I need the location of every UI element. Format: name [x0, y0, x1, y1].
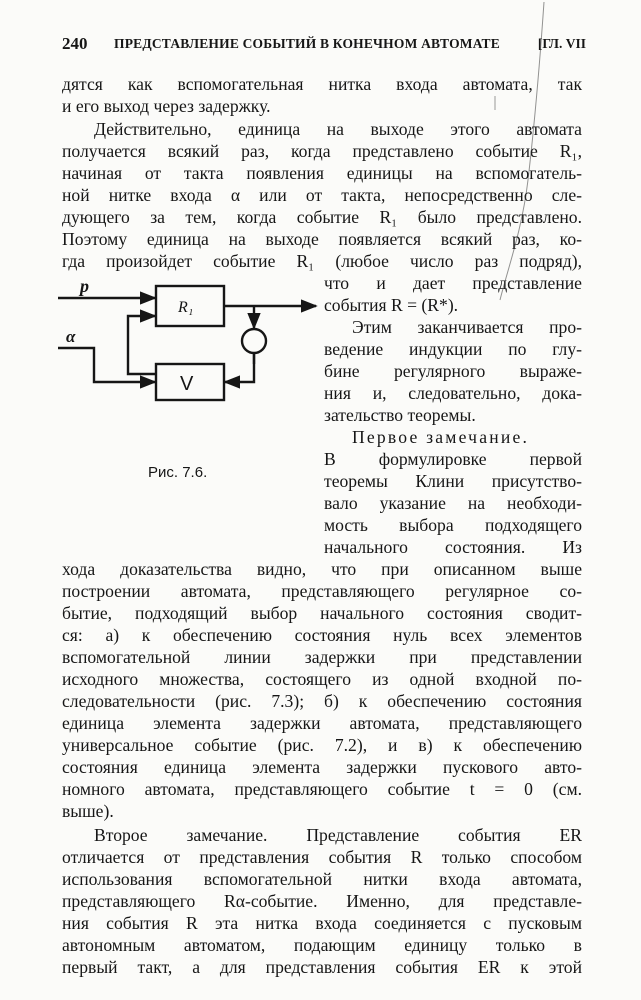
- text-line: В формулировке первой: [324, 449, 582, 469]
- delay-to-or-line: [225, 354, 254, 382]
- text-line: ной нитке входа α или от такта, непосредственно сле-: [62, 185, 582, 205]
- text-line: исходного множества, состоящего из одной входной по-: [62, 669, 582, 689]
- remark-heading: Первое замечание.: [352, 427, 530, 447]
- text-line: начиная от такта появления единицы на вспомогатель-: [62, 163, 582, 183]
- p-label: p: [80, 276, 89, 296]
- delay-circle: [242, 329, 266, 353]
- figure-7-6-diagram: [58, 272, 324, 450]
- text-line: построении автомата, представляющего регулярное со-: [62, 581, 582, 601]
- page-number: 240: [62, 34, 88, 53]
- text-line: представляющего Rα-событие. Именно, для представле-: [62, 891, 582, 911]
- text-line: использования вспомогательной нитки входа автомата,: [62, 869, 582, 889]
- text-line: номного автомата, представляющего событие t = 0 (см.: [62, 779, 582, 799]
- text-line: что и дает представление: [324, 273, 582, 293]
- text-line: Второе замечание. Представление события ER: [94, 825, 582, 845]
- text-line: автономным автоматом, подающим единицу только в: [62, 935, 582, 955]
- text-line: зательство теоремы.: [324, 405, 476, 425]
- alpha-input-line: [58, 348, 155, 382]
- text-line: универсальное событие (рис. 7.2), и в) к обеспечению: [62, 735, 582, 755]
- text-line: дующего за тем, когда событие R₁ было представлено.: [62, 207, 582, 227]
- text-line: Действительно, единица на выходе этого автомата: [94, 119, 582, 139]
- or-feedback-line: [128, 316, 156, 374]
- text-line: единица элемента задержки автомата, представляющего: [62, 713, 582, 733]
- text-line: начального состояния. Из: [324, 537, 582, 557]
- output-return-line: [226, 306, 298, 420]
- text-line: следовательности (рис. 7.3); б) к обеспечению состояния: [62, 691, 582, 711]
- or-label: V: [180, 373, 194, 395]
- text-line: гда произойдет событие R₁ (любое число раз подряд),: [62, 251, 582, 271]
- text-line: события R = (R*).: [324, 295, 459, 315]
- text-line: выше).: [62, 801, 114, 821]
- text-line: состояния единица элемента задержки пускового авто-: [62, 757, 582, 777]
- text-line: и его выход через задержку.: [62, 96, 271, 116]
- text-line: бине регулярного выраже-: [324, 361, 582, 381]
- alpha-label: α: [66, 327, 76, 346]
- running-title: ПРЕДСТАВЛЕНИЕ СОБЫТИЙ В КОНЕЧНОМ АВТОМАТЕ: [114, 36, 500, 51]
- text-line: ния и, следовательно, дока-: [324, 383, 582, 403]
- figure-caption: Рис. 7.6.: [148, 464, 208, 481]
- text-line: дятся как вспомогательная нитка входа автомата, так: [62, 74, 582, 94]
- running-header: [62, 34, 586, 58]
- text-line: мость выбора подходящего: [324, 515, 582, 535]
- text-line: теоремы Клини присутство-: [324, 471, 582, 491]
- text-line: хода доказательства видно, что при описанном выше: [62, 559, 582, 579]
- text-line: вспомогательной линии задержки при представлении: [62, 647, 582, 667]
- r1-label: R₁: [178, 299, 194, 316]
- text-line: ведение индукции по глу-: [324, 339, 582, 359]
- text-line: вало указание на необходи-: [324, 493, 582, 513]
- text-line: Поэтому единица на выходе появляется всякий раз, ко-: [62, 229, 582, 249]
- text-line: Этим заканчивается про-: [352, 317, 582, 337]
- text-line: первый такт, а для представления события ER к этой: [62, 957, 582, 977]
- text-line: отличается от представления события R только способом: [62, 847, 582, 867]
- chapter-label: [ГЛ. VII: [537, 36, 586, 51]
- text-line: ся: а) к обеспечению состояния нуль всех элементов: [62, 625, 582, 645]
- text-line: получается всякий раз, когда представлено событие R₁,: [62, 141, 582, 161]
- text-line: бытие, подходящий выбор начального состояния сводит-: [62, 603, 582, 623]
- text-line: ния события R эта нитка входа соединяется с пусковым: [62, 913, 582, 933]
